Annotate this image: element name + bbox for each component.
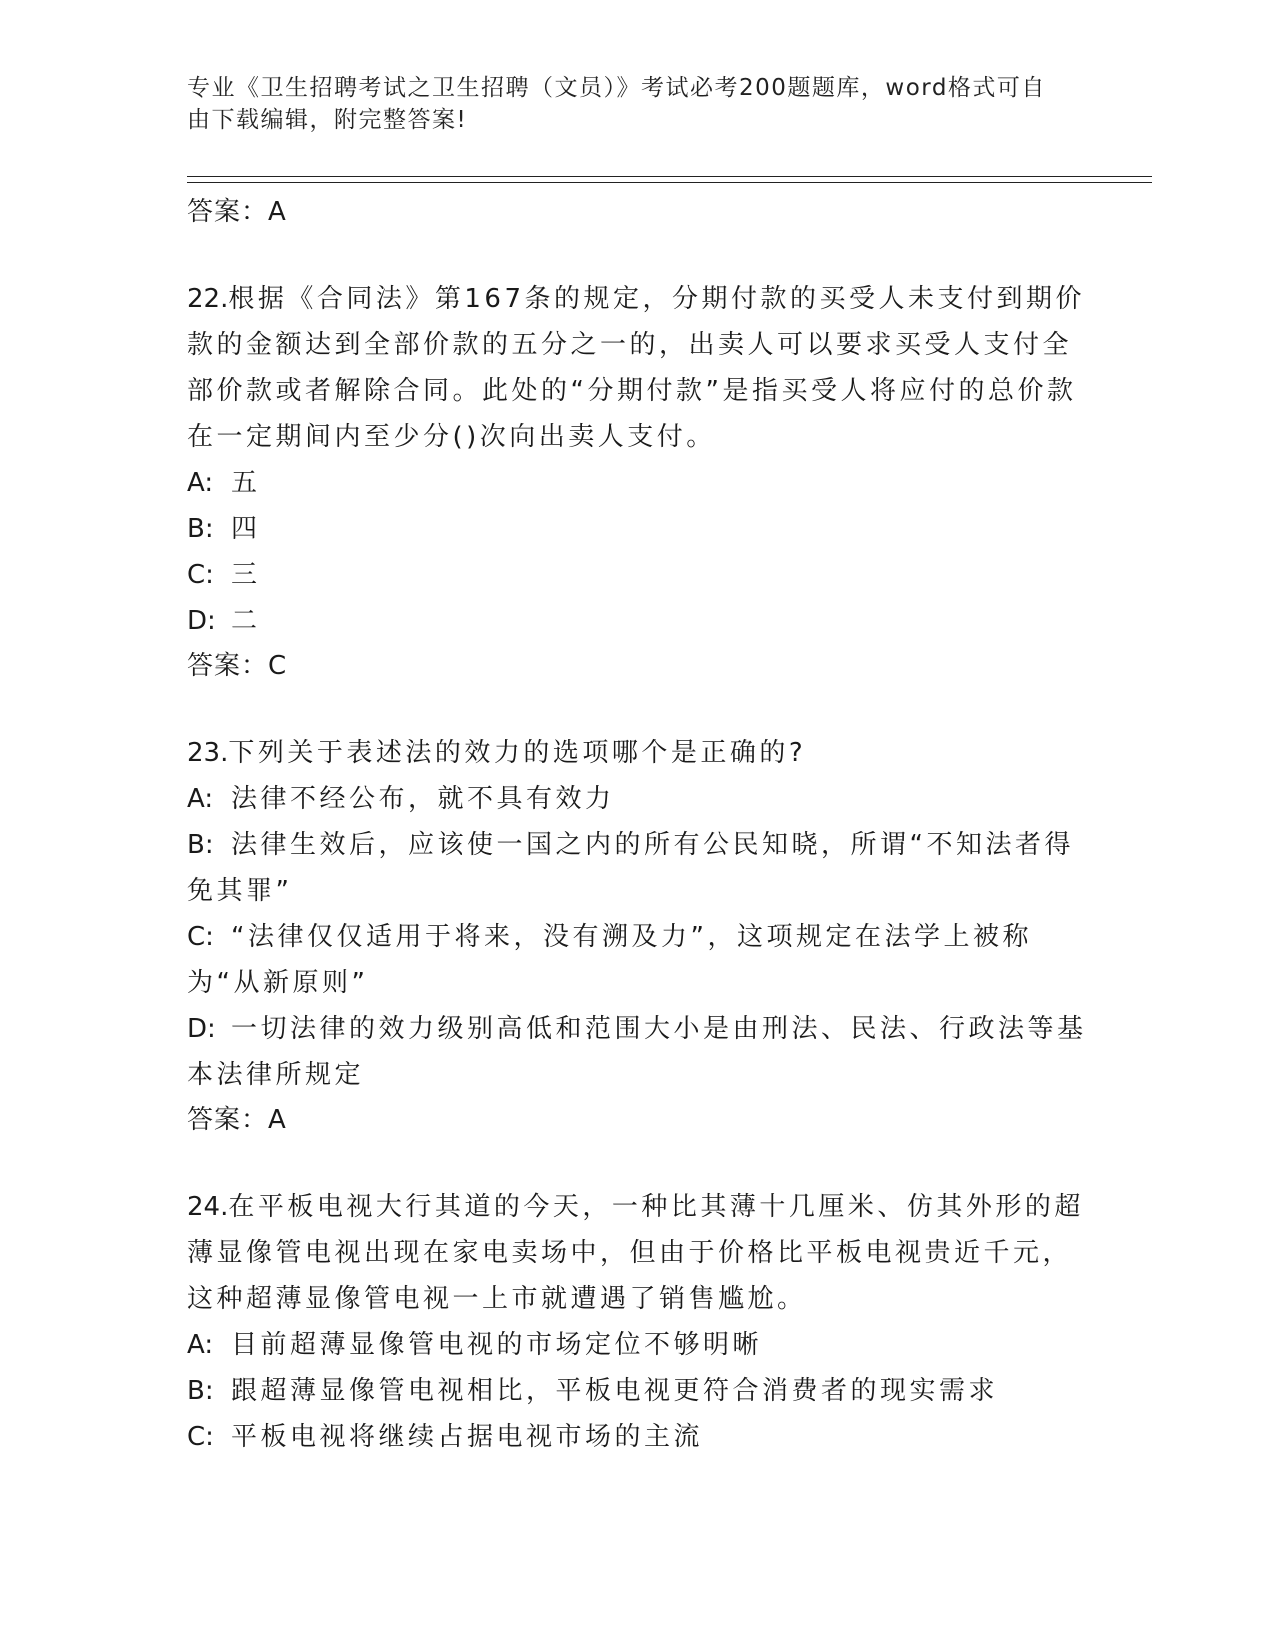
option-text: 平板电视将继续占据电视市场的主流 [231, 1422, 704, 1452]
option-b [187, 822, 1087, 914]
option-text: 一切法律的效力级别高低和范围大小是由刑法、民法、行政法等基本法律所规定 [187, 1014, 1087, 1090]
option-letter: A: [187, 468, 214, 498]
option-text: 跟超薄显像管电视相比，平板电视更符合消费者的现实需求 [231, 1376, 999, 1406]
option-text: 法律不经公布，就不具有效力 [231, 784, 615, 814]
option-text: 三 [231, 560, 261, 590]
option-a [187, 1322, 1087, 1368]
option-letter: B: [187, 830, 214, 860]
document-body [187, 190, 1087, 1460]
option-letter: B: [187, 514, 214, 544]
option-text: 二 [231, 606, 261, 636]
option-letter: C: [187, 1422, 214, 1452]
answer-line: 答案：C [187, 651, 288, 681]
option-letter: A: [187, 1330, 214, 1360]
option-c [187, 914, 1087, 1006]
option-text: 目前超薄显像管电视的市场定位不够明晰 [231, 1330, 763, 1360]
page-header [187, 72, 1087, 136]
question-number: 23. [187, 738, 229, 768]
question-number: 24. [187, 1192, 229, 1222]
option-text: 四 [231, 514, 261, 544]
header-divider-top [187, 176, 1152, 177]
option-letter: C: [187, 922, 214, 952]
question-number: 22. [187, 284, 229, 314]
question-text [187, 276, 1087, 460]
option-letter: A: [187, 784, 214, 814]
header-divider-bottom [187, 182, 1152, 183]
question-body: 根据《合同法》第167条的规定，分期付款的买受人未支付到期价款的金额达到全部价款的五分之一的，出卖人可以要求买受人支付全部价款或者解除合同。此处的“分期付款”是指买受人将应付的总价款在一定期间内至少分()次向出卖人支付。 [187, 284, 1085, 452]
question-body: 在平板电视大行其道的今天，一种比其薄十几厘米、仿其外形的超薄显像管电视出现在家电卖场中，但由于价格比平板电视贵近千元，这种超薄显像管电视一上市就遭遇了销售尴尬。 [187, 1192, 1084, 1314]
option-c [187, 552, 1087, 598]
question-body: 下列关于表述法的效力的选项哪个是正确的? [228, 738, 807, 768]
answer-line: 答案：A [187, 197, 287, 227]
question-text [187, 1184, 1087, 1322]
answer-line: 答案：A [187, 1105, 287, 1135]
option-d [187, 1006, 1087, 1098]
option-c [187, 1414, 1087, 1460]
option-a [187, 460, 1087, 506]
option-letter: D: [187, 1014, 216, 1044]
option-letter: C: [187, 560, 214, 590]
option-letter: D: [187, 606, 216, 636]
option-b [187, 1368, 1087, 1414]
option-b [187, 506, 1087, 552]
option-d [187, 598, 1087, 644]
question-24 [187, 1184, 1087, 1460]
option-a [187, 776, 1087, 822]
question-22 [187, 276, 1087, 688]
question-text [187, 730, 1087, 776]
header-line-2: 由下载编辑，附完整答案! [187, 107, 468, 133]
header-line-1: 专业《卫生招聘考试之卫生招聘（文员）》考试必考200题题库，word格式可自 [187, 75, 1046, 101]
option-text: “法律仅仅适用于将来，没有溯及力”，这项规定在法学上被称为“从新原则” [187, 922, 1032, 998]
option-text: 五 [231, 468, 261, 498]
option-letter: B: [187, 1376, 214, 1406]
question-23 [187, 730, 1087, 1142]
option-text: 法律生效后，应该使一国之内的所有公民知晓，所谓“不知法者得免其罪” [187, 830, 1074, 906]
